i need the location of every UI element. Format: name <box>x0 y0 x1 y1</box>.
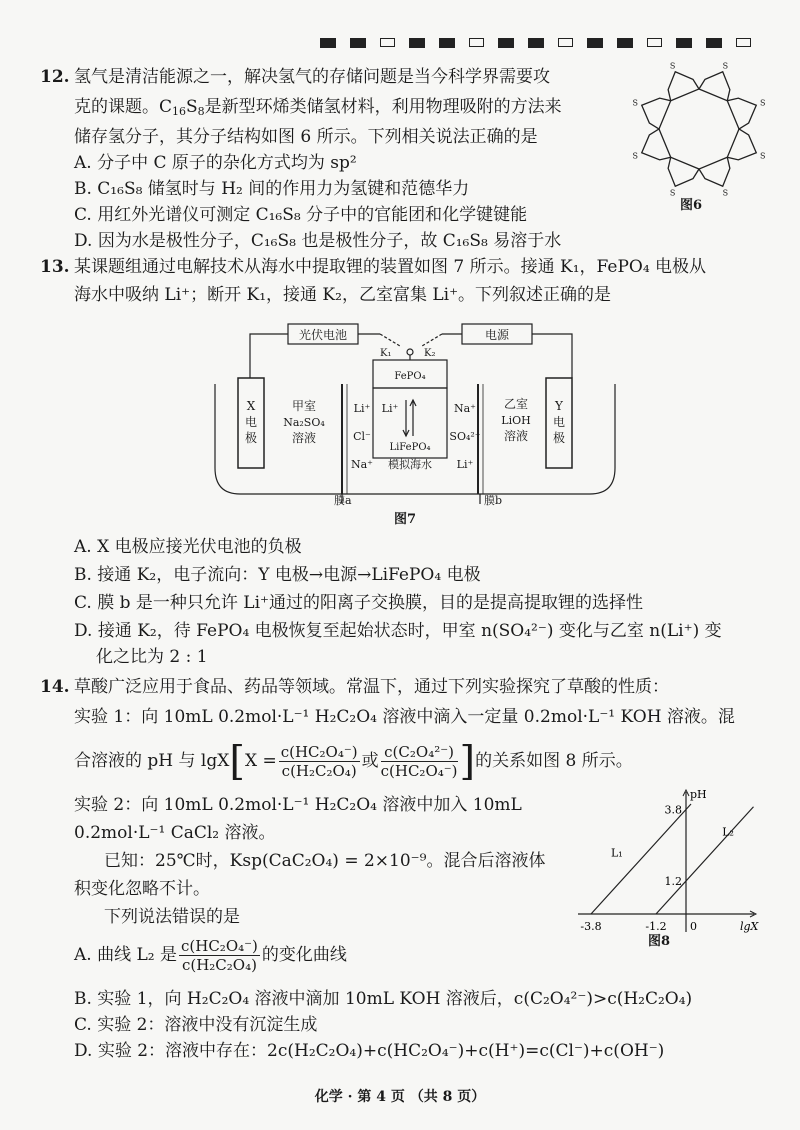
question-text: 储存氢分子，其分子结构如图 6 所示。下列相关说法正确的是 <box>74 127 538 147</box>
molecule-structure-figure <box>624 54 774 204</box>
thiophene-ring <box>727 129 756 160</box>
figure-caption: 图8 <box>648 934 671 949</box>
question-text: 已知：25℃时，Ksp(CaC₂O₄) = 2×10⁻⁹。混合后溶液体 <box>104 851 546 871</box>
y-tick-label: 1.2 <box>664 875 682 888</box>
option-b: B. C₁₆S₈ 储氢时与 H₂ 间的作用力为氢键和范德华力 <box>74 179 470 199</box>
question-number: 12. <box>40 67 70 87</box>
figure-caption: 图7 <box>394 512 417 527</box>
figure-caption: 图6 <box>680 198 703 213</box>
question-text: 草酸广泛应用于食品、药品等领域。常温下，通过下列实验探究了草酸的性质： <box>74 677 669 697</box>
pv-cell-label: 光伏电池 <box>298 328 348 342</box>
ion-label: Cl⁻ <box>353 430 371 443</box>
sulfur-atom-label: S <box>669 188 676 198</box>
option-c: C. 实验 2：溶液中没有沉淀生成 <box>74 1015 318 1035</box>
question-number: 13. <box>40 257 70 277</box>
series-label-l1: L₁ <box>611 846 623 860</box>
series-line-l1 <box>591 804 691 914</box>
ion-label: Li⁺ <box>353 402 371 415</box>
electrolysis-device-figure <box>210 318 620 508</box>
page-marks <box>320 38 751 48</box>
chamber-jia-label: 甲室 <box>291 399 317 413</box>
power-source-label: 电源 <box>484 328 510 342</box>
sulfur-atom-label: S <box>760 98 766 108</box>
x-axis-label: lgX <box>740 920 759 933</box>
y-axis-label: pH <box>690 788 707 801</box>
thiophene-ring <box>699 157 730 186</box>
question-text: 实验 2：向 10mL 0.2mol·L⁻¹ H₂C₂O₄ 溶液中加入 10mL <box>74 795 522 815</box>
sulfur-atom-label: S <box>632 98 638 108</box>
switch-k2-label: K₂ <box>424 348 436 359</box>
option-b: B. 实验 1，向 H₂C₂O₄ 溶液中滴加 10mL KOH 溶液后，c(C₂O₄²⁻)>c(H₂C₂O₄) <box>74 989 693 1009</box>
sulfur-atom-label: S <box>722 61 729 71</box>
membrane-a-label: 膜a <box>334 494 352 507</box>
chamber-yi-label: LiOH <box>501 414 531 427</box>
sulfur-atom-label: S <box>669 61 676 71</box>
question-text: 积变化忽略不计。 <box>74 879 210 899</box>
question-text: 克的课题。$C_{16}S_8$是新型环烯类储氢材料，利用物理吸附的方法来 <box>74 97 562 118</box>
series-line-l2 <box>656 807 754 914</box>
option-d: D. 实验 2：溶液中存在：2c(H₂C₂O₄)+c(HC₂O₄⁻)+c(H⁺)=c(Cl⁻)+c(OH⁻) <box>74 1041 665 1061</box>
x-tick-label: -3.8 <box>580 920 602 933</box>
y-electrode-label: 极 <box>552 431 566 445</box>
lifepo4-label: LiFePO₄ <box>389 442 431 453</box>
ion-label: Li⁺ <box>381 402 399 415</box>
y-electrode-label: 电 <box>552 415 566 429</box>
ion-label: Li⁺ <box>456 458 474 471</box>
thiophene-ring <box>668 72 699 101</box>
switch-k1-label: K₁ <box>380 348 392 359</box>
thiophene-ring <box>668 157 699 186</box>
question-text: 下列说法错误的是 <box>104 907 240 927</box>
fepo4-label: FePO₄ <box>394 371 426 382</box>
thiophene-ring <box>699 72 730 101</box>
y-electrode-label: Y <box>555 399 563 413</box>
page-footer: 化学 · 第 4 页 （共 8 页） <box>314 1089 486 1105</box>
option-d-cont: 化之比为 2 : 1 <box>96 647 208 667</box>
ph-lgx-chart <box>576 786 766 936</box>
series-label-l2: L₂ <box>722 825 734 839</box>
option-d: D. 接通 K₂，待 FePO₄ 电极恢复至起始状态时，甲室 n(SO₄²⁻) 变化与乙室 n(Li⁺) 变 <box>74 621 722 641</box>
question-text: 合溶液的 pH 与 lgX[X = $\frac{\text{c(HC₂O₄⁻)}}{\text{c(H₂C₂O₄)}}$ 或 $\frac{\text{c(C₂O₄²⁻)}}{\text{c(HC₂O₄⁻)}}$ ]的关系如图 8 所示。 <box>74 738 633 785</box>
y-tick-label: 3.8 <box>664 803 682 817</box>
ion-label: Na⁺ <box>454 402 476 415</box>
question-text: 0.2mol·L⁻¹ CaCl₂ 溶液。 <box>74 823 276 843</box>
x-tick-label: -1.2 <box>645 920 667 933</box>
thiophene-ring <box>642 129 671 160</box>
x-electrode-label: 极 <box>244 431 258 445</box>
sulfur-atom-label: S <box>632 151 638 161</box>
sulfur-atom-label: S <box>760 151 766 161</box>
question-text: 某课题组通过电解技术从海水中提取锂的装置如图 7 所示。接通 K₁，FePO₄ 电极从 <box>74 257 707 277</box>
x-electrode-label: 电 <box>244 415 258 429</box>
option-a: A. X 电极应接光伏电池的负极 <box>74 537 302 557</box>
question-text: 实验 1：向 10mL 0.2mol·L⁻¹ H₂C₂O₄ 溶液中滴入一定量 0.2mol·L⁻¹ KOH 溶液。混 <box>74 707 735 727</box>
chamber-yi-label: 溶液 <box>503 429 529 443</box>
ion-label: SO₄²⁻ <box>449 430 481 443</box>
thiophene-ring <box>727 98 756 129</box>
ion-label: Na⁺ <box>351 458 373 471</box>
x-electrode-label: X <box>246 399 256 413</box>
question-number: 14. <box>40 677 70 697</box>
question-text: 氢气是清洁能源之一，解决氢气的存储问题是当今科学界需要攻 <box>74 67 550 87</box>
chamber-yi-label: 乙室 <box>503 397 529 411</box>
x-tick-label: 0 <box>690 920 697 933</box>
option-c: C. 用红外光谱仪可测定 C₁₆S₈ 分子中的官能团和化学键键能 <box>74 205 528 225</box>
option-a: A. 分子中 C 原子的杂化方式均为 sp² <box>74 153 357 173</box>
membrane-b-label: 膜b <box>484 494 503 507</box>
option-a: A. 曲线 L₂ 是 $\frac{\text{c(HC₂O₄⁻)}}{\text{c(H₂C₂O₄)}}$ 的变化曲线 <box>74 937 347 974</box>
chamber-jia-label: Na₂SO₄ <box>283 416 325 429</box>
option-c: C. 膜 b 是一种只允许 Li⁺通过的阳离子交换膜，目的是提高提取锂的选择性 <box>74 593 644 613</box>
seawater-label: 模拟海水 <box>388 458 432 471</box>
sulfur-atom-label: S <box>722 188 729 198</box>
thiophene-ring <box>642 98 671 129</box>
option-d: D. 因为水是极性分子，C₁₆S₈ 也是极性分子，故 C₁₆S₈ 易溶于水 <box>74 231 562 251</box>
chamber-jia-label: 溶液 <box>291 431 317 445</box>
option-b: B. 接通 K₂，电子流向：Y 电极→电源→LiFePO₄ 电极 <box>74 565 481 585</box>
question-text: 海水中吸纳 Li⁺；断开 K₁，接通 K₂，乙室富集 Li⁺。下列叙述正确的是 <box>74 285 612 305</box>
